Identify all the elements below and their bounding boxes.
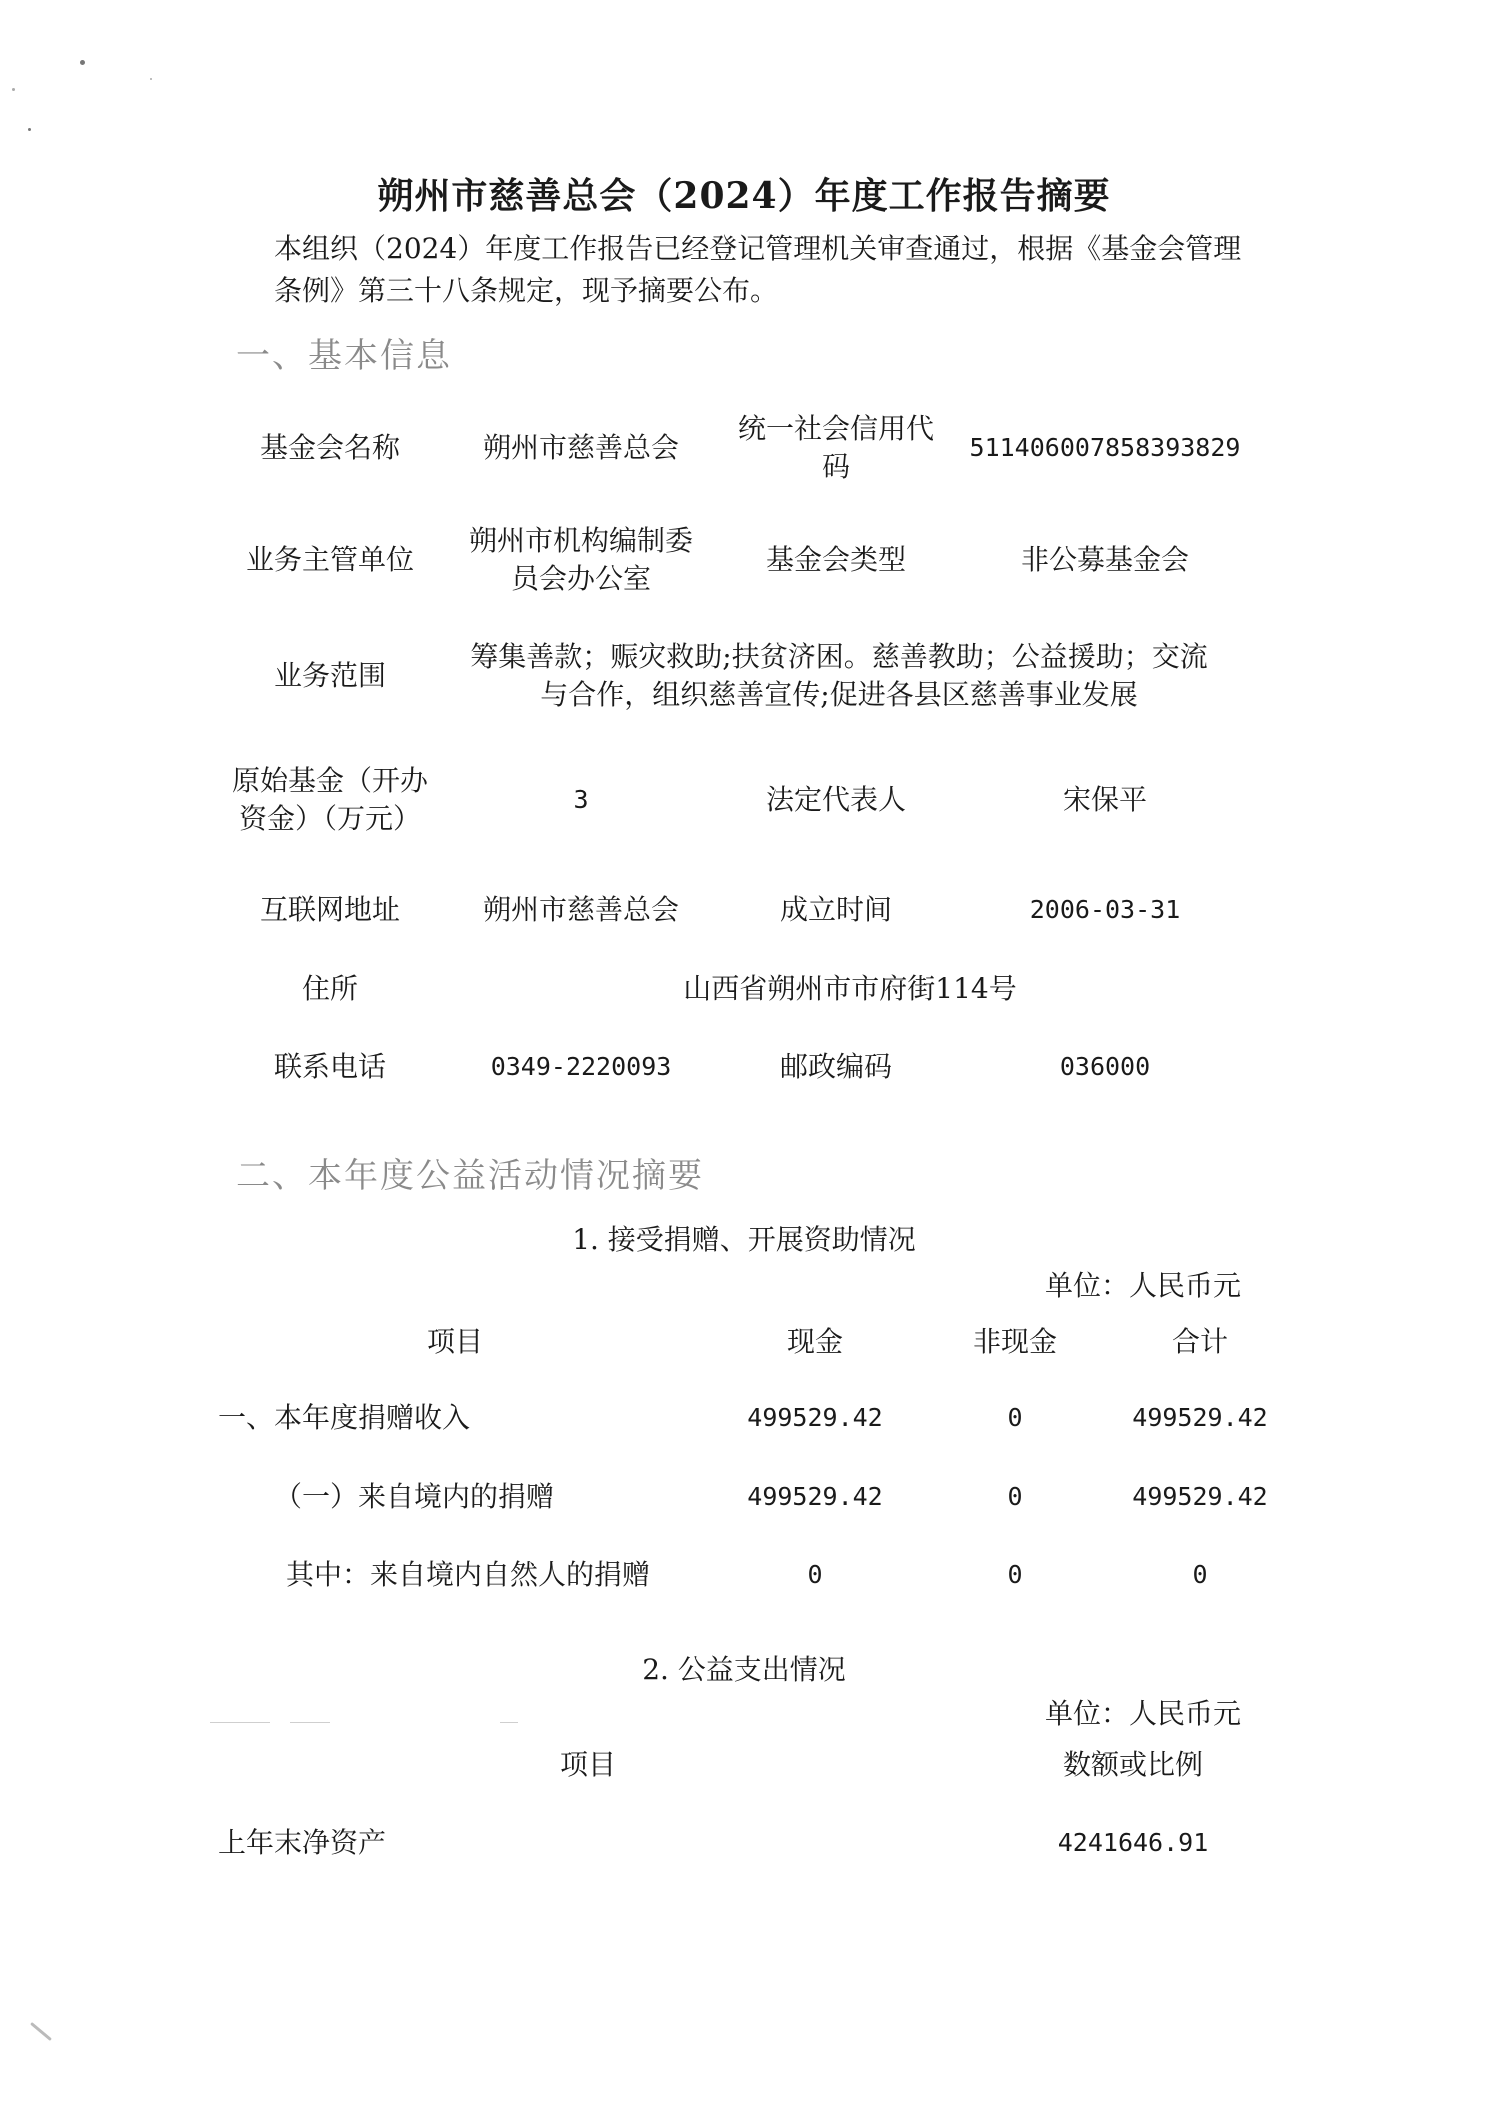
scan-speck <box>80 60 85 65</box>
cell-cash: 499529.42 <box>747 1482 883 1511</box>
name-label: 基金会名称 <box>259 431 400 464</box>
table-row <box>210 1804 1300 1882</box>
scan-speck <box>150 78 152 80</box>
supervisor-value: 朔州市机构编制委员会办公室 <box>468 524 693 595</box>
col-header-item: 项目 <box>426 1325 483 1358</box>
expenditure-table <box>210 1726 1300 1882</box>
expenditure-unit: 单位：人民币元 <box>1045 1697 1242 1730</box>
expenditure-subtitle: 2. 公益支出情况 <box>642 1653 846 1686</box>
scan-line <box>290 1722 330 1723</box>
scope-label: 业务范围 <box>273 659 386 692</box>
table-row <box>210 1378 1300 1458</box>
rep-value: 宋保平 <box>1062 783 1147 816</box>
rep-label: 法定代表人 <box>765 783 906 816</box>
scan-mark <box>30 2022 52 2041</box>
web-label: 互联网地址 <box>259 893 400 926</box>
scan-speck <box>28 128 31 131</box>
cell-noncash: 0 <box>1007 1403 1023 1432</box>
cell-total: 0 <box>1192 1560 1208 1589</box>
cell-noncash: 0 <box>1007 1482 1023 1511</box>
row-label: 其中：来自境内自然人的捐赠 <box>286 1558 651 1591</box>
web-value: 朔州市慈善总会 <box>482 893 679 926</box>
row-label: 上年末净资产 <box>218 1826 387 1859</box>
cell-cash: 499529.42 <box>747 1403 883 1432</box>
type-label: 基金会类型 <box>765 543 906 576</box>
address-value: 山西省朔州市市府街114号 <box>683 972 1017 1005</box>
table-row <box>210 500 1250 620</box>
intro-text: 本组织（2024）年度工作报告已经登记管理机关审查通过，根据《基金会管理条例》第三十八条规定，现予摘要公布。 <box>274 232 1242 307</box>
donations-unit: 单位：人民币元 <box>1045 1269 1242 1302</box>
table-row <box>210 396 1250 500</box>
cell-noncash: 0 <box>1007 1560 1023 1589</box>
fund-label: 原始基金（开办资金）（万元） <box>231 764 428 835</box>
cell-total: 499529.42 <box>1132 1482 1268 1511</box>
founded-value: 2006-03-31 <box>1029 895 1181 924</box>
address-label: 住所 <box>301 972 358 1005</box>
table-header-row <box>210 1726 1300 1804</box>
credit-value: 51140600785839382​9 <box>969 433 1241 462</box>
table-row <box>210 952 1250 1026</box>
col-header-cash: 现金 <box>786 1325 843 1358</box>
credit-label: 统一社会信用代码 <box>737 412 934 483</box>
col-header-noncash: 非现金 <box>972 1325 1057 1358</box>
type-value: 非公募基金会 <box>1020 543 1189 576</box>
row-label: 一、本年度捐赠收入 <box>218 1401 471 1434</box>
scope-value: 筹集善款；赈灾救助;扶贫济困。慈善教助；公益援助；交流与合作，组织慈善宣传;促进各县区慈善事业发展 <box>470 640 1208 711</box>
cell-total: 499529.42 <box>1132 1403 1268 1432</box>
col-header-item: 项目 <box>559 1748 616 1781</box>
col-header-total: 合计 <box>1171 1325 1228 1358</box>
postcode-label: 邮政编码 <box>779 1050 892 1083</box>
donations-table <box>210 1306 1300 1614</box>
row-label: （一）来自境内的捐赠 <box>274 1480 555 1513</box>
supervisor-label: 业务主管单位 <box>245 543 414 576</box>
name-value: 朔州市慈善总会 <box>482 431 679 464</box>
section-basic-info-heading: 一、基本信息 <box>236 336 452 376</box>
scan-line <box>500 1722 518 1723</box>
scan-line <box>210 1722 270 1723</box>
table-row <box>210 868 1250 952</box>
phone-value: 0349-2220093 <box>490 1052 672 1081</box>
table-row <box>210 1458 1300 1536</box>
section-activity-heading: 二、本年度公益活动情况摘要 <box>236 1156 704 1196</box>
cell-cash: 0 <box>807 1560 823 1589</box>
basic-info-table <box>210 396 1250 1108</box>
page-title: 朔州市慈善总会（2024）年度工作报告摘要 <box>377 175 1111 217</box>
table-row <box>210 732 1250 868</box>
intro-paragraph <box>274 228 1254 312</box>
table-row <box>210 1026 1250 1108</box>
table-header-row <box>210 1306 1300 1378</box>
donations-subtitle: 1. 接受捐赠、开展资助情况 <box>572 1223 916 1256</box>
postcode-value: 036000 <box>1059 1052 1151 1081</box>
col-header-amount: 数额或比例 <box>1062 1748 1203 1781</box>
scan-speck <box>12 88 15 91</box>
table-row <box>210 1536 1300 1614</box>
fund-value: 3 <box>573 785 589 814</box>
table-row <box>210 620 1250 732</box>
phone-label: 联系电话 <box>273 1050 386 1083</box>
founded-label: 成立时间 <box>779 893 892 926</box>
cell-amount: 4241646.91 <box>1057 1828 1209 1857</box>
